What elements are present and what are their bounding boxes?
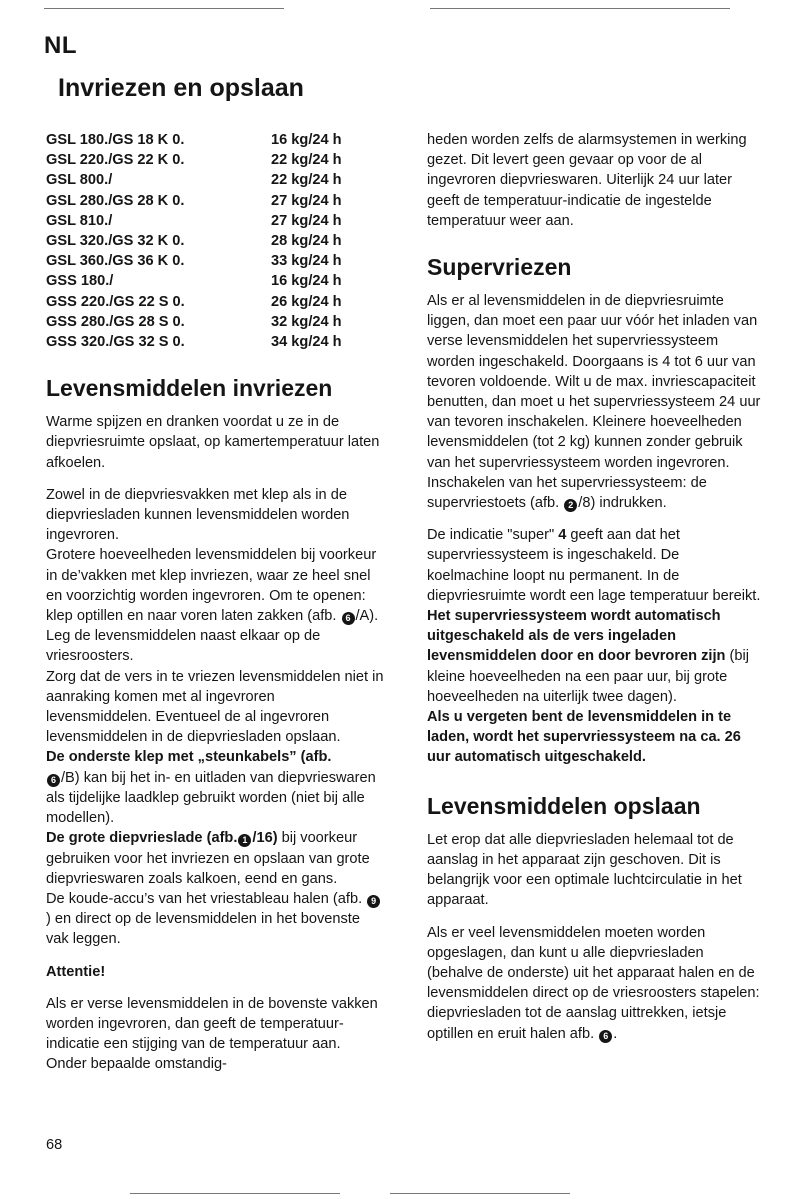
model-capacity-table: [46, 130, 384, 352]
model-row: [46, 191, 384, 211]
model-row: [46, 130, 384, 150]
model-name: GSS 220./GS 22 S 0.: [46, 293, 185, 310]
section-heading-storage: Levensmiddelen opslaan: [427, 792, 701, 819]
paragraph: Zorg dat de vers in te vriezen levensmiddelen niet in aanraking komen met al ingevroren levensmiddelen. Eventueel de al ingevroren levensmiddelen in de diepvriesladen opslaan.: [46, 668, 384, 746]
model-name: GSL 320./GS 32 K 0.: [46, 233, 185, 250]
figure-ref-icon: 2: [564, 499, 577, 512]
model-capacity: 26 kg/24 h: [271, 293, 342, 310]
model-capacity: 27 kg/24 h: [271, 192, 342, 209]
model-name: GSL 810./: [46, 212, 113, 229]
paragraph: De indicatie "super" 4 geeft aan dat het supervriessysteem is ingeschakeld. De koelmachine loopt nu permanent. In de diepvriesruimte wordt een lage temperatuur bereikt.: [427, 527, 761, 604]
attention-label: Attentie!: [46, 963, 106, 980]
paragraph: heden worden zelfs de alarmsystemen in werking gezet. Dit levert geen gevaar op voor de al ingevroren diepvrieswaren. Uiterlijk 24 uur later geeft de temperatuur-indicatie de ingestelde temperatuur weer aan.: [427, 132, 747, 229]
figure-ref-icon: 6: [47, 774, 60, 787]
model-capacity: 27 kg/24 h: [271, 212, 342, 229]
paragraph: De onderste klep met „steunkabels” (afb. 6 /B) kan bij het in- en uitladen van diepvrieswaren als tijdelijke laadklep gebruikt worden (niet bij alle modellen).: [46, 749, 376, 827]
page-number: 68: [46, 1137, 63, 1153]
model-row: [46, 332, 384, 352]
chapter-title: Invriezen en opslaan: [58, 74, 304, 102]
model-row: [46, 211, 384, 231]
bottom-rule: [390, 1193, 570, 1194]
top-rule: [430, 8, 730, 9]
model-row: [46, 150, 384, 170]
model-row: [46, 170, 384, 190]
paragraph: De grote diepvrieslade (afb. 1 /16) bij voorkeur gebruiken voor het invriezen en opslaan van grote diepvrieswaren zoals kalkoen, eend en gans.: [46, 830, 370, 887]
paragraph: Als u vergeten bent de levensmiddelen in te laden, wordt het supervriessysteem na ca. 26 uur automatisch uitgeschakeld.: [427, 709, 741, 766]
model-name: GSL 220./GS 22 K 0.: [46, 152, 185, 169]
model-name: GSL 800./: [46, 172, 113, 189]
right-column: [427, 130, 763, 1044]
model-name: GSS 280./GS 28 S 0.: [46, 313, 185, 330]
paragraph: Als er veel levensmiddelen moeten worden opgeslagen, dan kunt u alle diepvriesladen (behalve de onderste) uit het apparaat halen en de levensmiddelen direct op de vriesroosters stapelen: diepvriesladen tot de aanslag uittrekken, ietsje optillen en eruit halen afb. 6 .: [427, 924, 760, 1042]
section-heading-superfreeze: Supervriezen: [427, 254, 572, 281]
model-name: GSL 280./GS 28 K 0.: [46, 192, 185, 209]
figure-ref-icon: 6: [599, 1030, 612, 1043]
model-capacity: 28 kg/24 h: [271, 233, 342, 250]
model-name: GSS 180./: [46, 273, 114, 290]
paragraph: Het supervriessysteem wordt automatisch uitgeschakeld als de vers ingeladen levensmiddelen door en door bevroren zijn (bij kleine hoeveelheden na een paar uur, bij grote hoeveelheden na uiterlijk twee dagen).: [427, 608, 749, 705]
model-row: [46, 312, 384, 332]
left-column: [46, 130, 384, 1075]
model-capacity: 22 kg/24 h: [271, 152, 342, 169]
figure-ref-icon: 6: [342, 612, 355, 625]
paragraph: Let erop dat alle diepvriesladen helemaal tot de aanslag in het apparaat zijn geschoven. Dit is belangrijk voor een optimale luchtcirculatie in het apparaat.: [427, 831, 742, 909]
model-capacity: 32 kg/24 h: [271, 313, 342, 330]
paragraph: Zowel in de diepvriesvakken met klep als in de diepvriesladen kunnen levensmiddelen worden ingevroren.: [46, 486, 350, 544]
language-code: NL: [44, 32, 77, 59]
model-capacity: 16 kg/24 h: [271, 132, 342, 148]
bottom-rule: [130, 1193, 340, 1194]
model-row: [46, 271, 384, 291]
model-row: [46, 292, 384, 312]
figure-ref-icon: 1: [238, 834, 251, 847]
model-capacity: 16 kg/24 h: [271, 273, 342, 290]
section-heading-freezing: Levensmiddelen invriezen: [46, 375, 333, 402]
model-name: GSL 360./GS 36 K 0.: [46, 253, 185, 270]
model-capacity: 34 kg/24 h: [271, 334, 342, 351]
model-name: GSL 180./GS 18 K 0.: [46, 132, 185, 148]
figure-ref-icon: 9: [367, 895, 380, 908]
top-rule: [44, 8, 284, 9]
paragraph: Als er al levensmiddelen in de diepvriesruimte liggen, dan moet een paar uur vóór het inladen van verse levensmiddelen het supervriessysteem worden ingeschakeld. Doorgaans is 4 tot 6 uur van tevoren voldoende. Wilt u de max. invriescapaciteit benutten, dan moet u het supervriessysteem 24 uur van tevoren inschakelen. Kleinere hoeveelheden levensmiddelen (tot 2 kg) kunnen zonder gebruik van het supervriessysteem worden ingevroren. Inschakelen van het supervriessysteem: de supervriestoets (afb. 2 /8) indrukken.: [427, 293, 761, 512]
model-name: GSS 320./GS 32 S 0.: [46, 334, 185, 351]
paragraph: Als er verse levensmiddelen in de bovenste vakken worden ingevroren, dan geeft de temperatuur-indicatie een stijging van de temperatuur aan. Onder bepaalde omstandig-: [46, 995, 378, 1073]
model-row: [46, 231, 384, 251]
model-capacity: 22 kg/24 h: [271, 172, 342, 189]
model-row: [46, 251, 384, 271]
model-capacity: 33 kg/24 h: [271, 253, 342, 270]
paragraph: De koude-accu’s van het vriestableau halen (afb. 9) en direct op de levensmiddelen in het bovenste vak leggen.: [46, 889, 384, 950]
paragraph: Warme spijzen en dranken voordat u ze in de diepvriesruimte opslaat, op kamertemperatuur laten afkoelen.: [46, 414, 380, 471]
paragraph: Grotere hoeveelheden levensmiddelen bij voorkeur in de’vakken met klep invriezen, waar ze heel snel en voorzichtig worden ingevroren. Om te openen: klep optillen en naar voren laten zakken (afb. 6 /A). Leg de levensmiddelen naast elkaar op de vriesroosters.: [46, 547, 379, 665]
